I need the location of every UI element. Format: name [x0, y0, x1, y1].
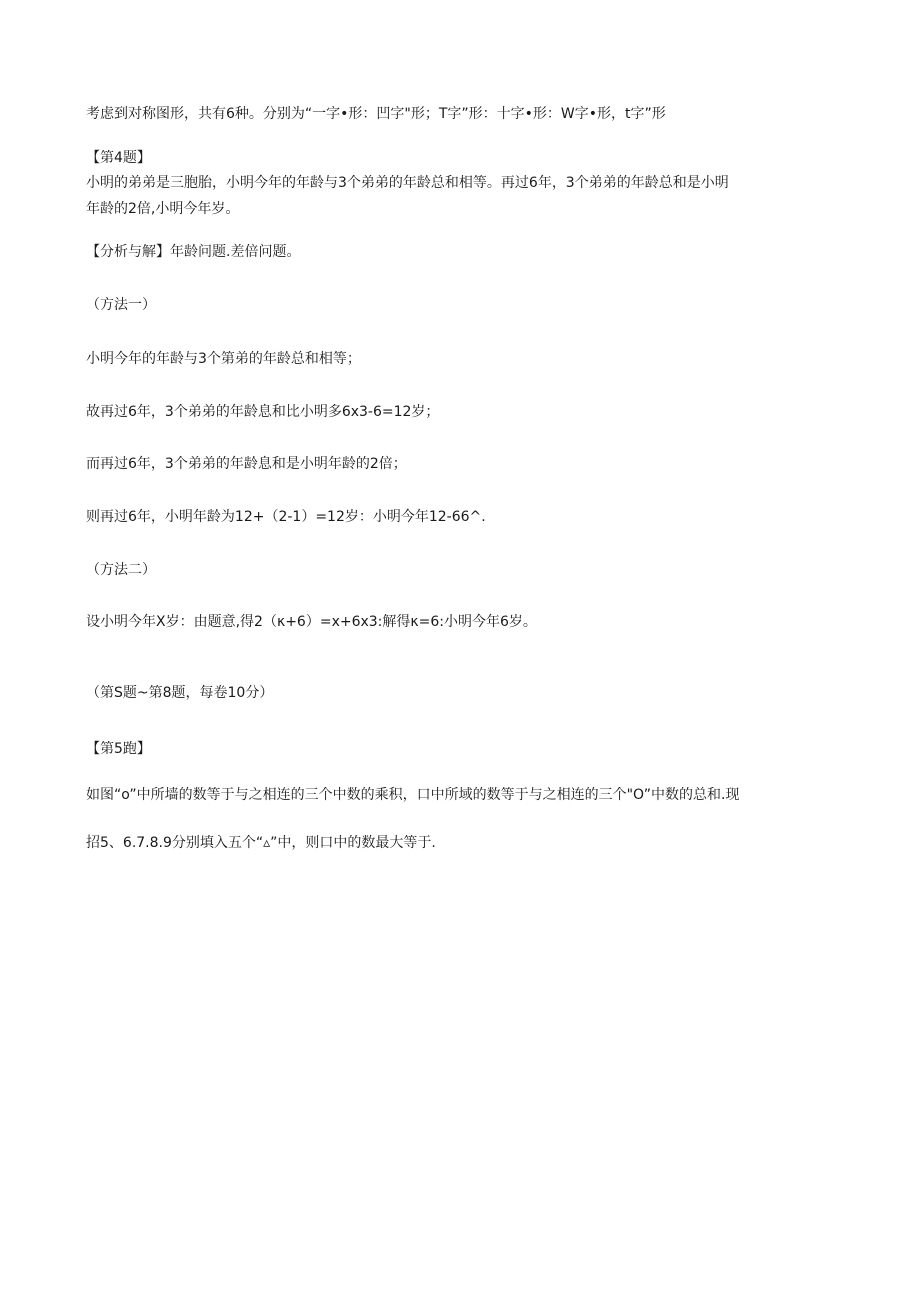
problem-4-heading: 【第4题】: [86, 150, 151, 166]
method-two-step-1: 设小明今年X岁：由题意,得2（κ+6）=x+6x3:解得κ=6:小明今年6岁。: [86, 614, 537, 630]
method-one-step-4: 则再过6年，小明年龄为12+（2-1）=12岁：小明今年12-66^.: [86, 509, 486, 525]
problem-4-text-line-1: 小明的弟弟是三胞胎，小明今年的年龄与3个弟弟的年龄总和相等。再过6年，3个弟弟的年龄总和是小明: [86, 175, 729, 191]
method-one-label: （方法一）: [86, 297, 156, 313]
problem-5-text-line-1: 如图“o”中所墙的数等于与之相连的三个中数的乘积，口中所域的数等于与之相连的三个"O”中数的总和.现: [86, 787, 740, 803]
answer-symmetric-shapes: 考虑到对称图形，共有6种。分别为“一字•形：凹字"形；T字”形：十字•形：W字•形，t字”形: [86, 106, 666, 122]
method-two-label: （方法二）: [86, 562, 156, 578]
analysis-heading: 【分析与解】年龄问题.差倍问题。: [86, 244, 301, 260]
method-one-step-2: 故再过6年，3个弟弟的年龄息和比小明多6x3-6=12岁；: [86, 404, 440, 420]
problem-5-text-line-2: 招5、6.7.8.9分别填入五个“▵”中，则口中的数最大等于.: [86, 835, 436, 851]
section-scoring-note: （第S题~第8题，每卷10分）: [86, 685, 274, 701]
method-one-step-1: 小明今年的年龄与3个第弟的年龄总和相等；: [86, 351, 361, 367]
problem-4-text-line-2: 年龄的2倍,小明今年岁。: [86, 201, 240, 217]
method-one-step-3: 而再过6年，3个弟弟的年龄息和是小明年龄的2倍；: [86, 456, 407, 472]
problem-5-heading: 【第5跑】: [86, 741, 151, 757]
